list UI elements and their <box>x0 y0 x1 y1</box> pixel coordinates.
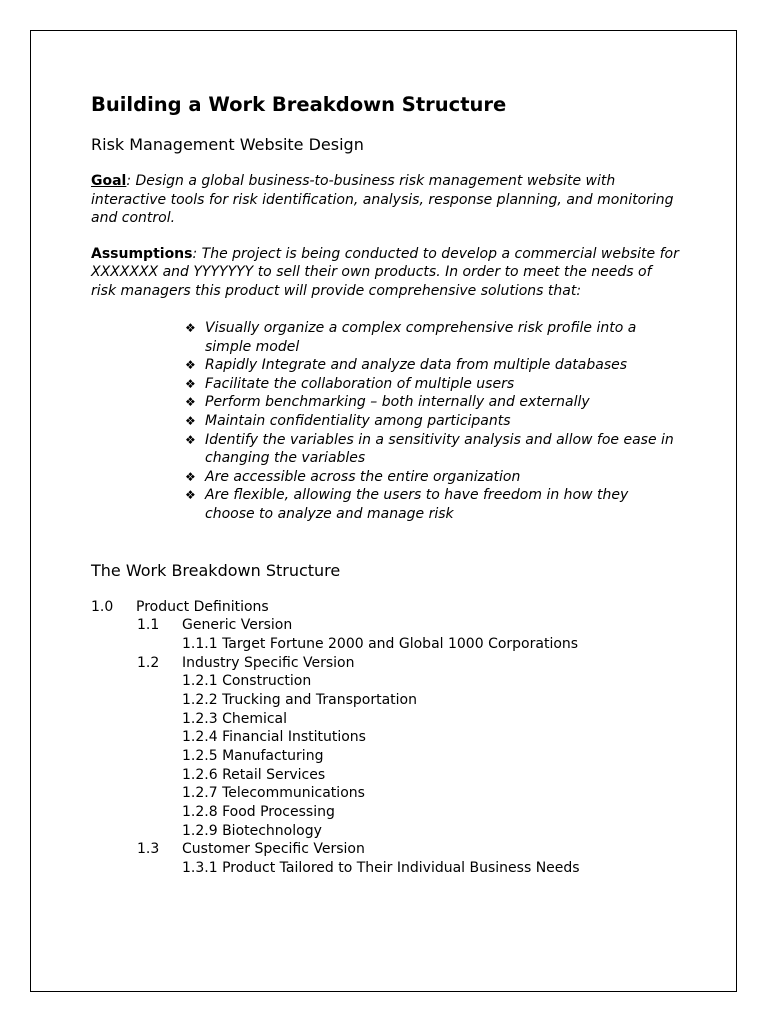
bullet-item <box>185 412 681 431</box>
wbs-row <box>91 822 681 841</box>
wbs-row <box>91 710 681 729</box>
diamond-bullet-icon: ❖ <box>185 321 196 335</box>
solutions-bullet-list <box>91 319 681 524</box>
wbs-text: 1.2.8 Food Processing <box>182 804 335 821</box>
bullet-text: Maintain confidentiality among participants <box>205 412 511 429</box>
diamond-bullet-icon: ❖ <box>185 395 196 410</box>
wbs-row <box>91 859 681 878</box>
wbs-row <box>91 747 681 766</box>
bullet-item <box>185 431 681 468</box>
document-content <box>91 93 681 878</box>
wbs-section-title: The Work Breakdown Structure <box>91 560 341 580</box>
wbs-text: 1.2.3 Chemical <box>182 710 288 727</box>
diamond-bullet-icon: ❖ <box>185 432 196 447</box>
bullet-text: Rapidly Integrate and analyze data from multiple databases <box>205 357 628 374</box>
diamond-bullet-icon: ❖ <box>185 376 196 391</box>
wbs-row <box>91 766 681 785</box>
bullet-text: Identify the variables in a sensitivity analysis and allow foe ease in changing the variables <box>205 431 674 467</box>
wbs-text: Product Definitions <box>136 598 269 615</box>
document-title: Building a Work Breakdown Structure <box>91 93 507 116</box>
wbs-row <box>91 728 681 747</box>
wbs-text: Customer Specific Version <box>182 841 365 858</box>
assumptions-text: : The project is being conducted to develop a commercial website for XXXXXXX and YYYYYYY to sell their own products. In order to meet the needs of risk managers this product will provide comprehensive solutions that: <box>91 245 679 299</box>
wbs-row <box>91 598 681 617</box>
bullet-text: Are flexible, allowing the users to have freedom in how they choose to analyze and manage risk <box>205 487 629 522</box>
bullet-item <box>185 468 681 487</box>
goal-paragraph <box>91 172 681 228</box>
bullet-text: Perform benchmarking – both internally and externally <box>205 394 590 411</box>
wbs-row <box>91 635 681 654</box>
wbs-number: 1.1 <box>137 617 160 634</box>
wbs-text: Industry Specific Version <box>182 654 355 671</box>
wbs-row <box>91 784 681 803</box>
wbs-outline <box>91 598 681 878</box>
wbs-text: Generic Version <box>182 617 293 634</box>
bullet-text: Are accessible across the entire organization <box>205 468 521 485</box>
bullet-item <box>185 393 681 412</box>
wbs-row <box>91 803 681 822</box>
wbs-row <box>91 616 681 635</box>
wbs-text: 1.2.9 Biotechnology <box>182 822 322 839</box>
wbs-text: 1.2.5 Manufacturing <box>182 748 324 765</box>
assumptions-label: Assumptions <box>91 245 193 262</box>
document-subtitle: Risk Management Website Design <box>91 135 364 154</box>
wbs-text: 1.2.2 Trucking and Transportation <box>182 691 417 708</box>
goal-text: Design a global business-to-business risk management website with interactive tools for risk identification, analysis, response planning, and monitoring and control. <box>91 173 674 226</box>
goal-label: Goal <box>91 173 127 189</box>
diamond-bullet-icon: ❖ <box>185 413 196 428</box>
goal-separator: : <box>126 173 132 189</box>
wbs-row <box>91 654 681 673</box>
bullet-item <box>185 356 681 375</box>
wbs-text: 1.2.1 Construction <box>182 673 312 690</box>
wbs-row <box>91 672 681 691</box>
wbs-text: 1.3.1 Product Tailored to Their Individual Business Needs <box>182 860 580 877</box>
wbs-text: 1.2.6 Retail Services <box>182 766 326 783</box>
assumptions-paragraph <box>91 245 681 301</box>
wbs-row <box>91 840 681 859</box>
bullet-item <box>185 375 681 394</box>
diamond-bullet-icon: ❖ <box>185 358 196 373</box>
bullet-item <box>185 319 681 356</box>
wbs-text: 1.2.4 Financial Institutions <box>182 729 366 746</box>
bullet-text: Facilitate the collaboration of multiple users <box>205 375 515 392</box>
wbs-number: 1.0 <box>91 598 114 615</box>
wbs-text: 1.2.7 Telecommunications <box>182 785 365 802</box>
bullet-text: Visually organize a complex comprehensive risk profile into a simple model <box>205 320 637 355</box>
wbs-number: 1.2 <box>137 654 160 671</box>
bullet-item <box>185 486 681 523</box>
wbs-number: 1.3 <box>137 841 160 858</box>
document-page <box>30 30 737 992</box>
diamond-bullet-icon: ❖ <box>185 488 196 503</box>
diamond-bullet-icon: ❖ <box>185 469 196 484</box>
wbs-text: 1.1.1 Target Fortune 2000 and Global 1000 Corporations <box>182 635 579 652</box>
wbs-row <box>91 691 681 710</box>
